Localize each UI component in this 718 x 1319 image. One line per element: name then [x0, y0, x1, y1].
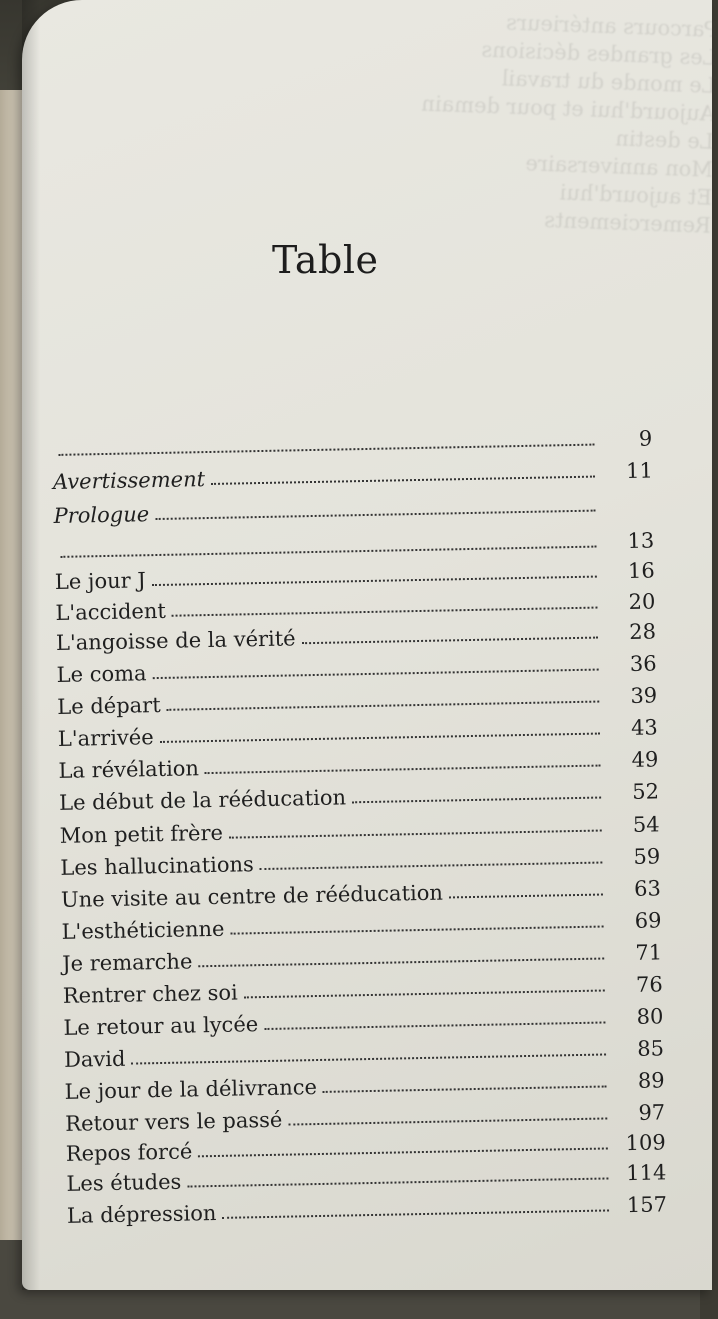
- toc-entry-label: Avertissement: [52, 467, 206, 494]
- gutter-shadow: [22, 0, 40, 1290]
- toc-entry-label: Les études: [66, 1169, 182, 1196]
- toc-entry-page-number: 63: [633, 876, 662, 901]
- toc-entry-page-number: 11: [625, 458, 654, 483]
- dot-leader: [260, 862, 603, 871]
- dot-leader: [264, 1021, 605, 1030]
- dot-leader: [211, 476, 595, 485]
- toc-entry-label: Prologue: [53, 502, 150, 528]
- toc-entry-label: Les hallucinations: [60, 852, 255, 880]
- dot-leader: [153, 669, 599, 680]
- toc-entry-label: L'angoisse de la vérité: [55, 626, 296, 655]
- bleed-line: Les grandes décisions: [480, 37, 718, 70]
- toc-entry-page-number: 36: [629, 651, 657, 676]
- toc-entry-page-number: 16: [627, 558, 655, 583]
- toc-entry-page-number: 59: [633, 844, 661, 869]
- bleed-line: Aujourd'hui et pour demain: [421, 91, 716, 126]
- toc-entry-page-number: 28: [628, 619, 657, 644]
- toc-entry-page-number: 89: [637, 1068, 665, 1093]
- toc-entry-label: Je remarche: [61, 949, 193, 976]
- bleed-through-text: [376, 4, 718, 375]
- toc-entry-label: Le jour de la délivrance: [64, 1075, 318, 1104]
- bleed-line: Le destin: [615, 126, 715, 154]
- toc-entry-page-number: 85: [636, 1036, 665, 1061]
- toc-entry-page-number: 69: [634, 908, 662, 933]
- dot-leader: [229, 830, 602, 839]
- toc-entry-label: L'arrivée: [57, 725, 154, 751]
- toc-entry-label: Repos forcé: [65, 1139, 193, 1166]
- dot-leader: [222, 1209, 609, 1218]
- toc-entry-page-number: 76: [635, 972, 663, 997]
- toc-entry-label: Mon petit frère: [59, 820, 224, 848]
- toc-entry-page-number: 20: [628, 589, 656, 614]
- toc-entry-page-number: 157: [626, 1192, 668, 1218]
- toc-entry-page-number: 80: [636, 1004, 664, 1029]
- toc-entry-label: Retour vers le passé: [65, 1107, 283, 1136]
- dot-leader: [205, 765, 600, 775]
- page-title: Table: [272, 238, 379, 282]
- toc-entry-label: Le coma: [56, 661, 147, 687]
- dot-leader: [155, 510, 595, 520]
- dot-leader: [449, 894, 603, 899]
- dot-leader: [288, 1117, 607, 1125]
- toc-entry-label: David: [63, 1046, 126, 1072]
- bleed-line: Mon anniversaire: [525, 151, 714, 182]
- dot-leader: [187, 1177, 608, 1187]
- toc-entry-page-number: 97: [638, 1100, 666, 1125]
- toc-entry-label: Le début de la rééducation: [58, 785, 347, 815]
- toc-entry-label: La révélation: [58, 756, 200, 783]
- toc-entry-page-number: 9: [638, 426, 653, 451]
- dot-leader: [244, 989, 605, 998]
- toc-entry-label: L'accident: [55, 598, 166, 625]
- toc-entry-page-number: 114: [626, 1160, 667, 1186]
- bleed-line: Le monde du travail: [501, 66, 717, 98]
- toc-entry-page-number: 13: [627, 528, 655, 553]
- dot-leader: [198, 957, 604, 967]
- dot-leader: [231, 926, 604, 935]
- toc-entry-label: La dépression: [66, 1200, 217, 1228]
- toc-entry-page-number: 109: [625, 1130, 666, 1156]
- toc-entry-label: Une visite au centre de rééducation: [60, 880, 444, 912]
- bleed-line: Remerciements: [543, 207, 712, 238]
- toc-entry-label: L'esthéticienne: [61, 916, 225, 944]
- dot-leader: [160, 733, 600, 743]
- toc-entry-page-number: 39: [630, 683, 658, 708]
- dot-leader: [167, 701, 600, 711]
- dot-leader: [352, 797, 601, 804]
- toc-entry-label: Le jour J: [54, 568, 146, 594]
- bleed-line: Parcours antérieurs: [505, 10, 718, 42]
- toc-entry-page-number: 71: [635, 940, 663, 965]
- toc-entry-page-number: 49: [631, 747, 659, 772]
- dot-leader: [152, 576, 597, 587]
- bleed-line: Et aujourd'hui: [559, 180, 713, 210]
- toc-entry-page-number: 52: [632, 779, 660, 804]
- dot-leader: [323, 1085, 607, 1092]
- toc-entry-label: Le retour au lycée: [63, 1012, 259, 1040]
- toc-entry-label: Rentrer chez soi: [62, 980, 239, 1008]
- toc-entry-label: Le départ: [57, 692, 161, 719]
- toc-entry-page-number: 43: [630, 715, 659, 740]
- dot-leader: [302, 637, 598, 645]
- toc-entry-page-number: 54: [632, 812, 660, 837]
